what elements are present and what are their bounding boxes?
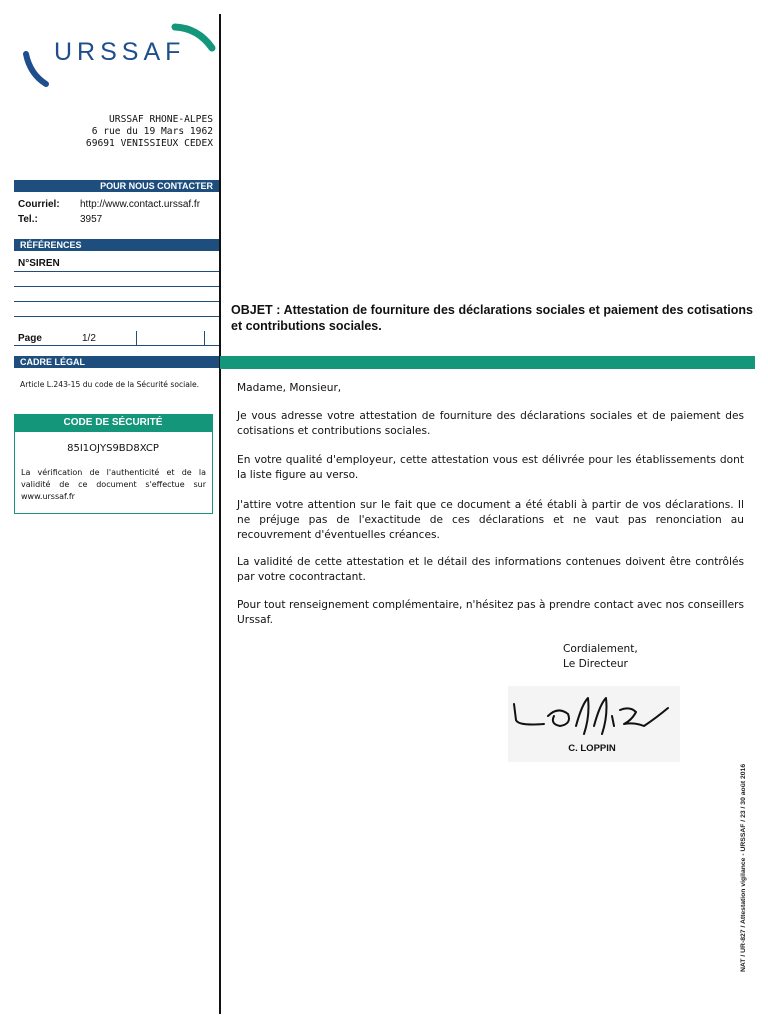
legal-header: CADRE LÉGAL [14, 356, 219, 368]
paragraph-1: Je vous adresse votre attestation de fourniture des déclarations sociales et de paiement des cotisations et contributions sociales. [237, 410, 744, 437]
email-link[interactable]: http://www.contact.urssaf.fr [80, 199, 201, 210]
reference-rule [14, 301, 219, 302]
paragraph-2: En votre qualité d'employeur, cette attestation vous est délivrée pour les établissements dont la liste figure au verso. [237, 454, 744, 481]
references-header: RÉFÉRENCES [14, 239, 219, 251]
reference-rule [14, 271, 219, 272]
green-band [220, 356, 755, 369]
closing [563, 642, 638, 672]
closing-title: Le Directeur [563, 658, 628, 670]
page-tick [136, 331, 137, 345]
paragraph-5: Pour tout renseignement complémentaire, n'hésitez pas à prendre contact avec nos conseillers Urssaf. [237, 599, 744, 626]
page-label: Page [18, 333, 42, 344]
signatory-name: C. LOPPIN [568, 743, 616, 754]
security-note: La vérification de l'authenticité et de la validité de ce document s'effectue sur www.urssaf.fr [21, 468, 206, 501]
page-tick [204, 331, 205, 345]
reference-rule [14, 286, 219, 287]
page-value: 1/2 [82, 333, 96, 344]
security-header: CODE DE SÉCURITÉ [14, 414, 212, 432]
phone-label: Tel.: [18, 214, 38, 225]
security-code: 85I1OJYS9BD8XCP [67, 443, 159, 454]
sender-line-3: 69691 VENISSIEUX CEDEX [85, 138, 213, 149]
letter-object: OBJET : Attestation de fourniture des déclarations sociales et paiement des cotisations et contributions sociales. [231, 303, 753, 333]
paragraph-4: La validité de cette attestation et le détail des informations contenues doivent être contrôlés par votre cocontractant. [237, 556, 744, 583]
sender-line-1: URSSAF RHONE-ALPES [109, 114, 213, 125]
email-label: Courriel: [18, 199, 60, 210]
reference-rule [14, 316, 219, 317]
sender-line-2: 6 rue du 19 Mars 1962 [91, 126, 213, 137]
closing-greeting: Cordialement, [563, 643, 638, 655]
contact-header: POUR NOUS CONTACTER [14, 180, 219, 192]
legal-text: Article L.243-15 du code de la Sécurité sociale. [20, 380, 200, 389]
siren-label: N°SIREN [18, 258, 60, 269]
paragraph-3: J'attire votre attention sur le fait que ce document a été établi à partir de vos déclarations. Il ne préjuge pas de l'exactitude de ces déclarations et ne vaut pas renonciation au recouvrement d'éventuelles créances. [237, 499, 744, 541]
sender-address [40, 114, 213, 150]
logo-wordmark: URSSAF [54, 38, 186, 66]
footer-reference: NAT / UR-827 / Attestation vigilance - URSSAF / 23 / 30 août 2016 [740, 763, 747, 972]
reference-rule [14, 345, 219, 346]
salutation: Madame, Monsieur, [237, 382, 342, 394]
column-divider [219, 14, 221, 1014]
phone-value: 3957 [80, 214, 103, 225]
